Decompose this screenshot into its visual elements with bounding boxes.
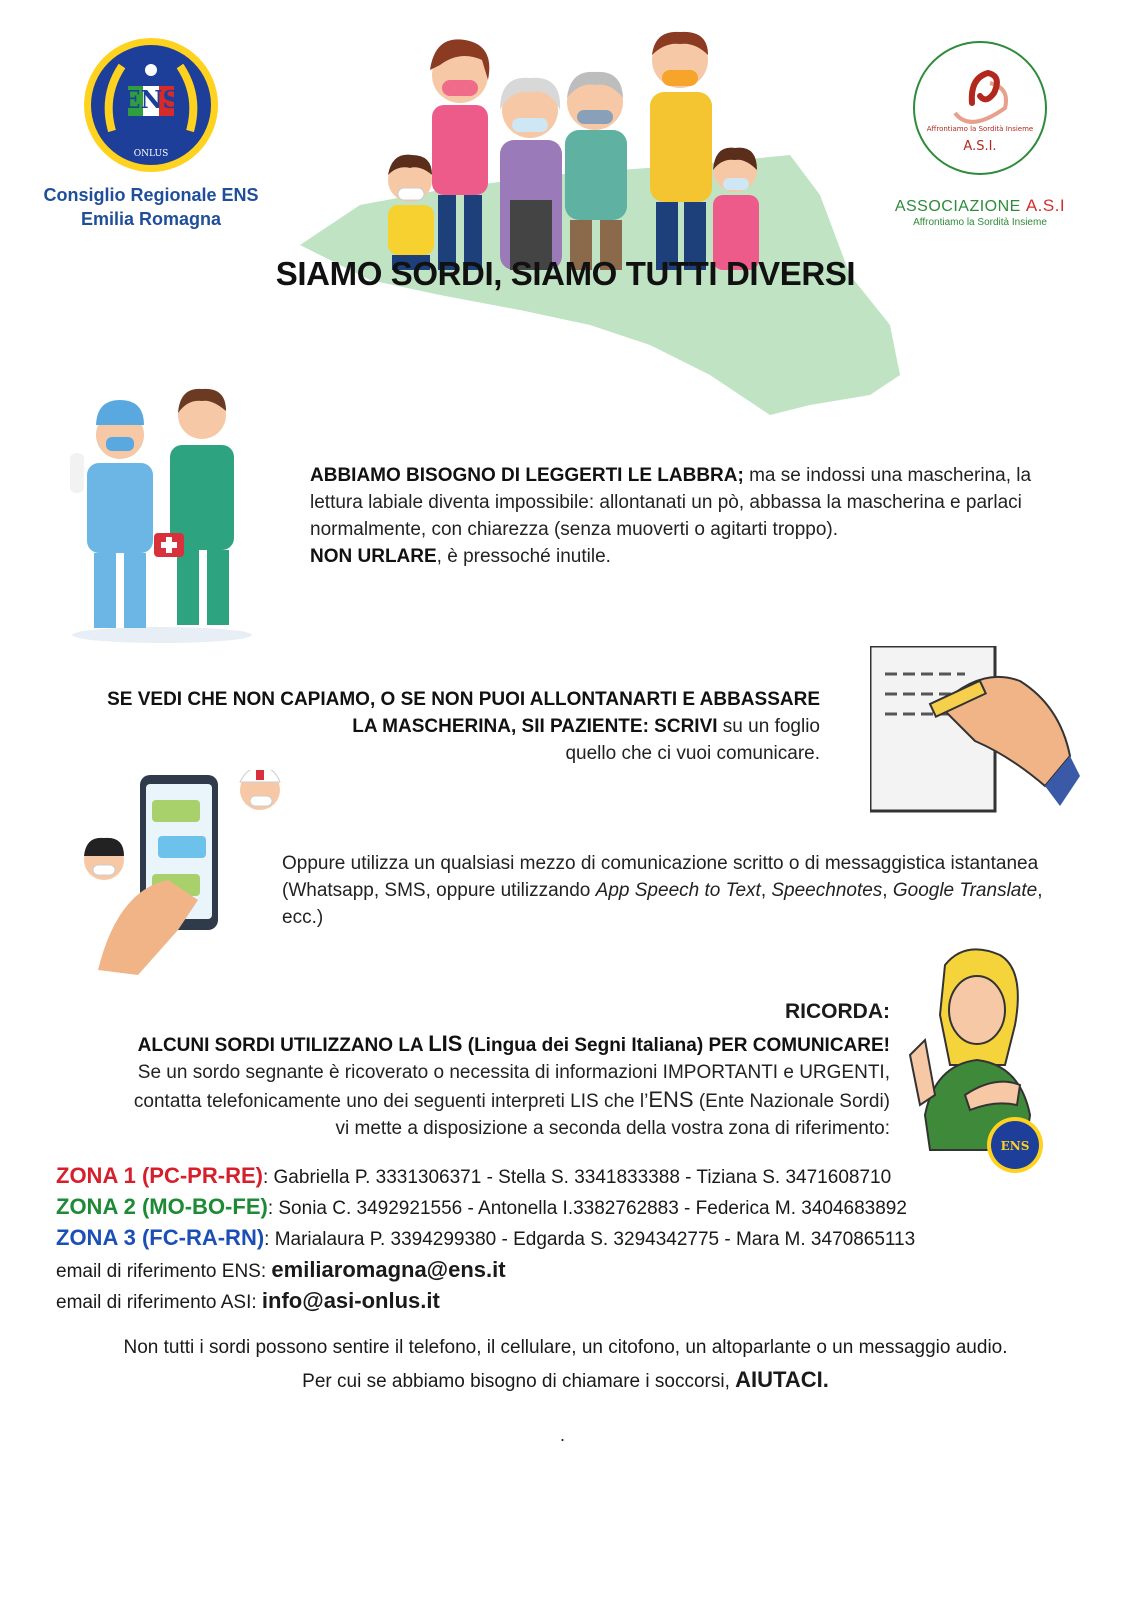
svg-text:ENS: ENS	[1000, 1139, 1030, 1153]
asi-logo	[910, 38, 1050, 178]
app-google-translate: Google Translate	[892, 880, 1038, 901]
app-speech-to-text: App Speech to Text	[595, 880, 761, 901]
closing-line2-row	[0, 1367, 1131, 1393]
no-shouting-warning: NON URLARE	[310, 546, 437, 567]
asi-name-acronym: A.S.I	[1025, 196, 1066, 215]
svg-text:Affrontiamo la Sordità Insieme: Affrontiamo la Sordità Insieme	[926, 125, 1034, 133]
svg-text:ENS: ENS	[122, 85, 180, 114]
lis-line1-a: ALCUNI SORDI UTILIZZANO LA	[137, 1035, 429, 1056]
email-ens-label: email di riferimento ENS:	[56, 1261, 272, 1282]
zone-3-contacts: : Marialaura P. 3394299380 - Edgarda S. 3294342775 - Mara M. 3470865113	[264, 1229, 916, 1250]
zone-1-row	[56, 1163, 1106, 1189]
zone-1-label: ZONA 1 (PC-PR-RE)	[56, 1163, 263, 1188]
section-lis-interpreters	[30, 1030, 890, 1142]
zone-2-label: ZONA 2 (MO-BO-FE)	[56, 1194, 268, 1219]
asi-tagline: Affrontiamo la Sordità Insieme	[913, 217, 1047, 228]
lip-reading-lead: ABBIAMO BISOGNO DI LEGGERTI LE LABBRA;	[310, 465, 744, 486]
messaging-text-b: , ecc.)	[282, 880, 1043, 928]
section-write-message	[40, 686, 820, 767]
lis-line3-a: contatta telefonicamente uno dei seguenti interpreti LIS che l’	[133, 1091, 649, 1112]
closing-line1: Non tutti i sordi possono sentire il telefono, il cellulare, un citofono, un altoparlante o un messaggio audio.	[123, 1337, 1008, 1358]
zone-2-row	[56, 1194, 1106, 1220]
svg-text:ONLUS: ONLUS	[133, 149, 169, 159]
separator: ,	[760, 880, 772, 901]
trailing-dot: .	[560, 1425, 566, 1445]
closing-emphasis: AIUTACI.	[735, 1367, 829, 1392]
lis-line3-b: (Ente Nazionale Sordi)	[693, 1091, 890, 1112]
lis-acronym: LIS	[428, 1031, 463, 1056]
writing-hand-illustration	[870, 646, 1080, 831]
lis-line1-b: (Lingua dei Segni Italiana) PER COMUNICARE!	[462, 1035, 890, 1056]
page-title: SIAMO SORDI, SIAMO TUTTI DIVERSI	[275, 255, 856, 292]
smartphone-chat-illustration	[78, 770, 308, 975]
asi-name-prefix: ASSOCIAZIONE	[894, 198, 1021, 215]
reminder-heading: RICORDA:	[785, 1000, 890, 1023]
ens-logo	[82, 36, 220, 174]
email-ens-link[interactable]: emiliaromagna@ens.it	[271, 1257, 506, 1282]
healthcare-workers-illustration	[62, 385, 262, 655]
zone-2-contacts: : Sonia C. 3492921556 - Antonella I.3382762883 - Federica M. 3404683892	[267, 1198, 907, 1219]
messaging-text-a: Oppure utilizza un qualsiasi mezzo di comunicazione scritto o di messaggistica istantanea (Whatsapp, SMS, oppure utilizzando	[282, 853, 1039, 901]
ens-org-line2: Emilia Romagna	[80, 209, 222, 229]
zone-3-row	[56, 1225, 1106, 1251]
zone-3-label: ZONA 3 (FC-RA-RN)	[56, 1225, 265, 1250]
closing-line2: Per cui se abbiamo bisogno di chiamare i soccorsi,	[302, 1371, 736, 1392]
separator: ,	[882, 880, 893, 901]
svg-text:A.S.I.: A.S.I.	[963, 139, 997, 154]
ens-org-line1: Consiglio Regionale ENS	[43, 185, 259, 205]
section-messaging-apps	[282, 850, 1072, 931]
ens-organization-name	[30, 183, 272, 231]
write-line2-rest: su un foglio	[717, 716, 820, 737]
email-asi-link[interactable]: info@asi-onlus.it	[261, 1288, 440, 1313]
email-ens-row	[56, 1257, 506, 1283]
zone-1-contacts: : Gabriella P. 3331306371 - Stella S. 3341833388 - Tiziana S. 3471608710	[262, 1167, 892, 1188]
write-line3: quello che ci vuoi comunicare.	[565, 743, 820, 764]
section-lip-reading	[310, 462, 1070, 570]
family-with-masks-illustration	[370, 30, 790, 270]
email-asi-row	[56, 1288, 440, 1314]
lis-line2: Se un sordo segnante è ricoverato o necessita di informazioni IMPORTANTI e URGENTI,	[137, 1062, 890, 1083]
email-asi-label: email di riferimento ASI:	[56, 1292, 262, 1313]
no-shouting-rest: , è pressoché inutile.	[436, 546, 611, 567]
write-line1: SE VEDI CHE NON CAPIAMO, O SE NON PUOI ALLONTANARTI E ABBASSARE	[107, 689, 820, 710]
write-line2-bold: LA MASCHERINA, SII PAZIENTE: SCRIVI	[352, 716, 718, 737]
ens-acronym: ENS	[648, 1087, 694, 1112]
lis-line4: vi mette a disposizione a seconda della vostra zona di riferimento:	[335, 1118, 890, 1139]
sign-language-woman-illustration	[905, 945, 1055, 1175]
app-speechnotes: Speechnotes	[771, 880, 883, 901]
lip-reading-text: ma se indossi una mascherina, la lettura labiale diventa impossibile: allontanati un pò, abbassa la mascherina e parlaci normalmente, con chiarezza (senza muoverti o agitarti troppo).	[310, 465, 1032, 540]
